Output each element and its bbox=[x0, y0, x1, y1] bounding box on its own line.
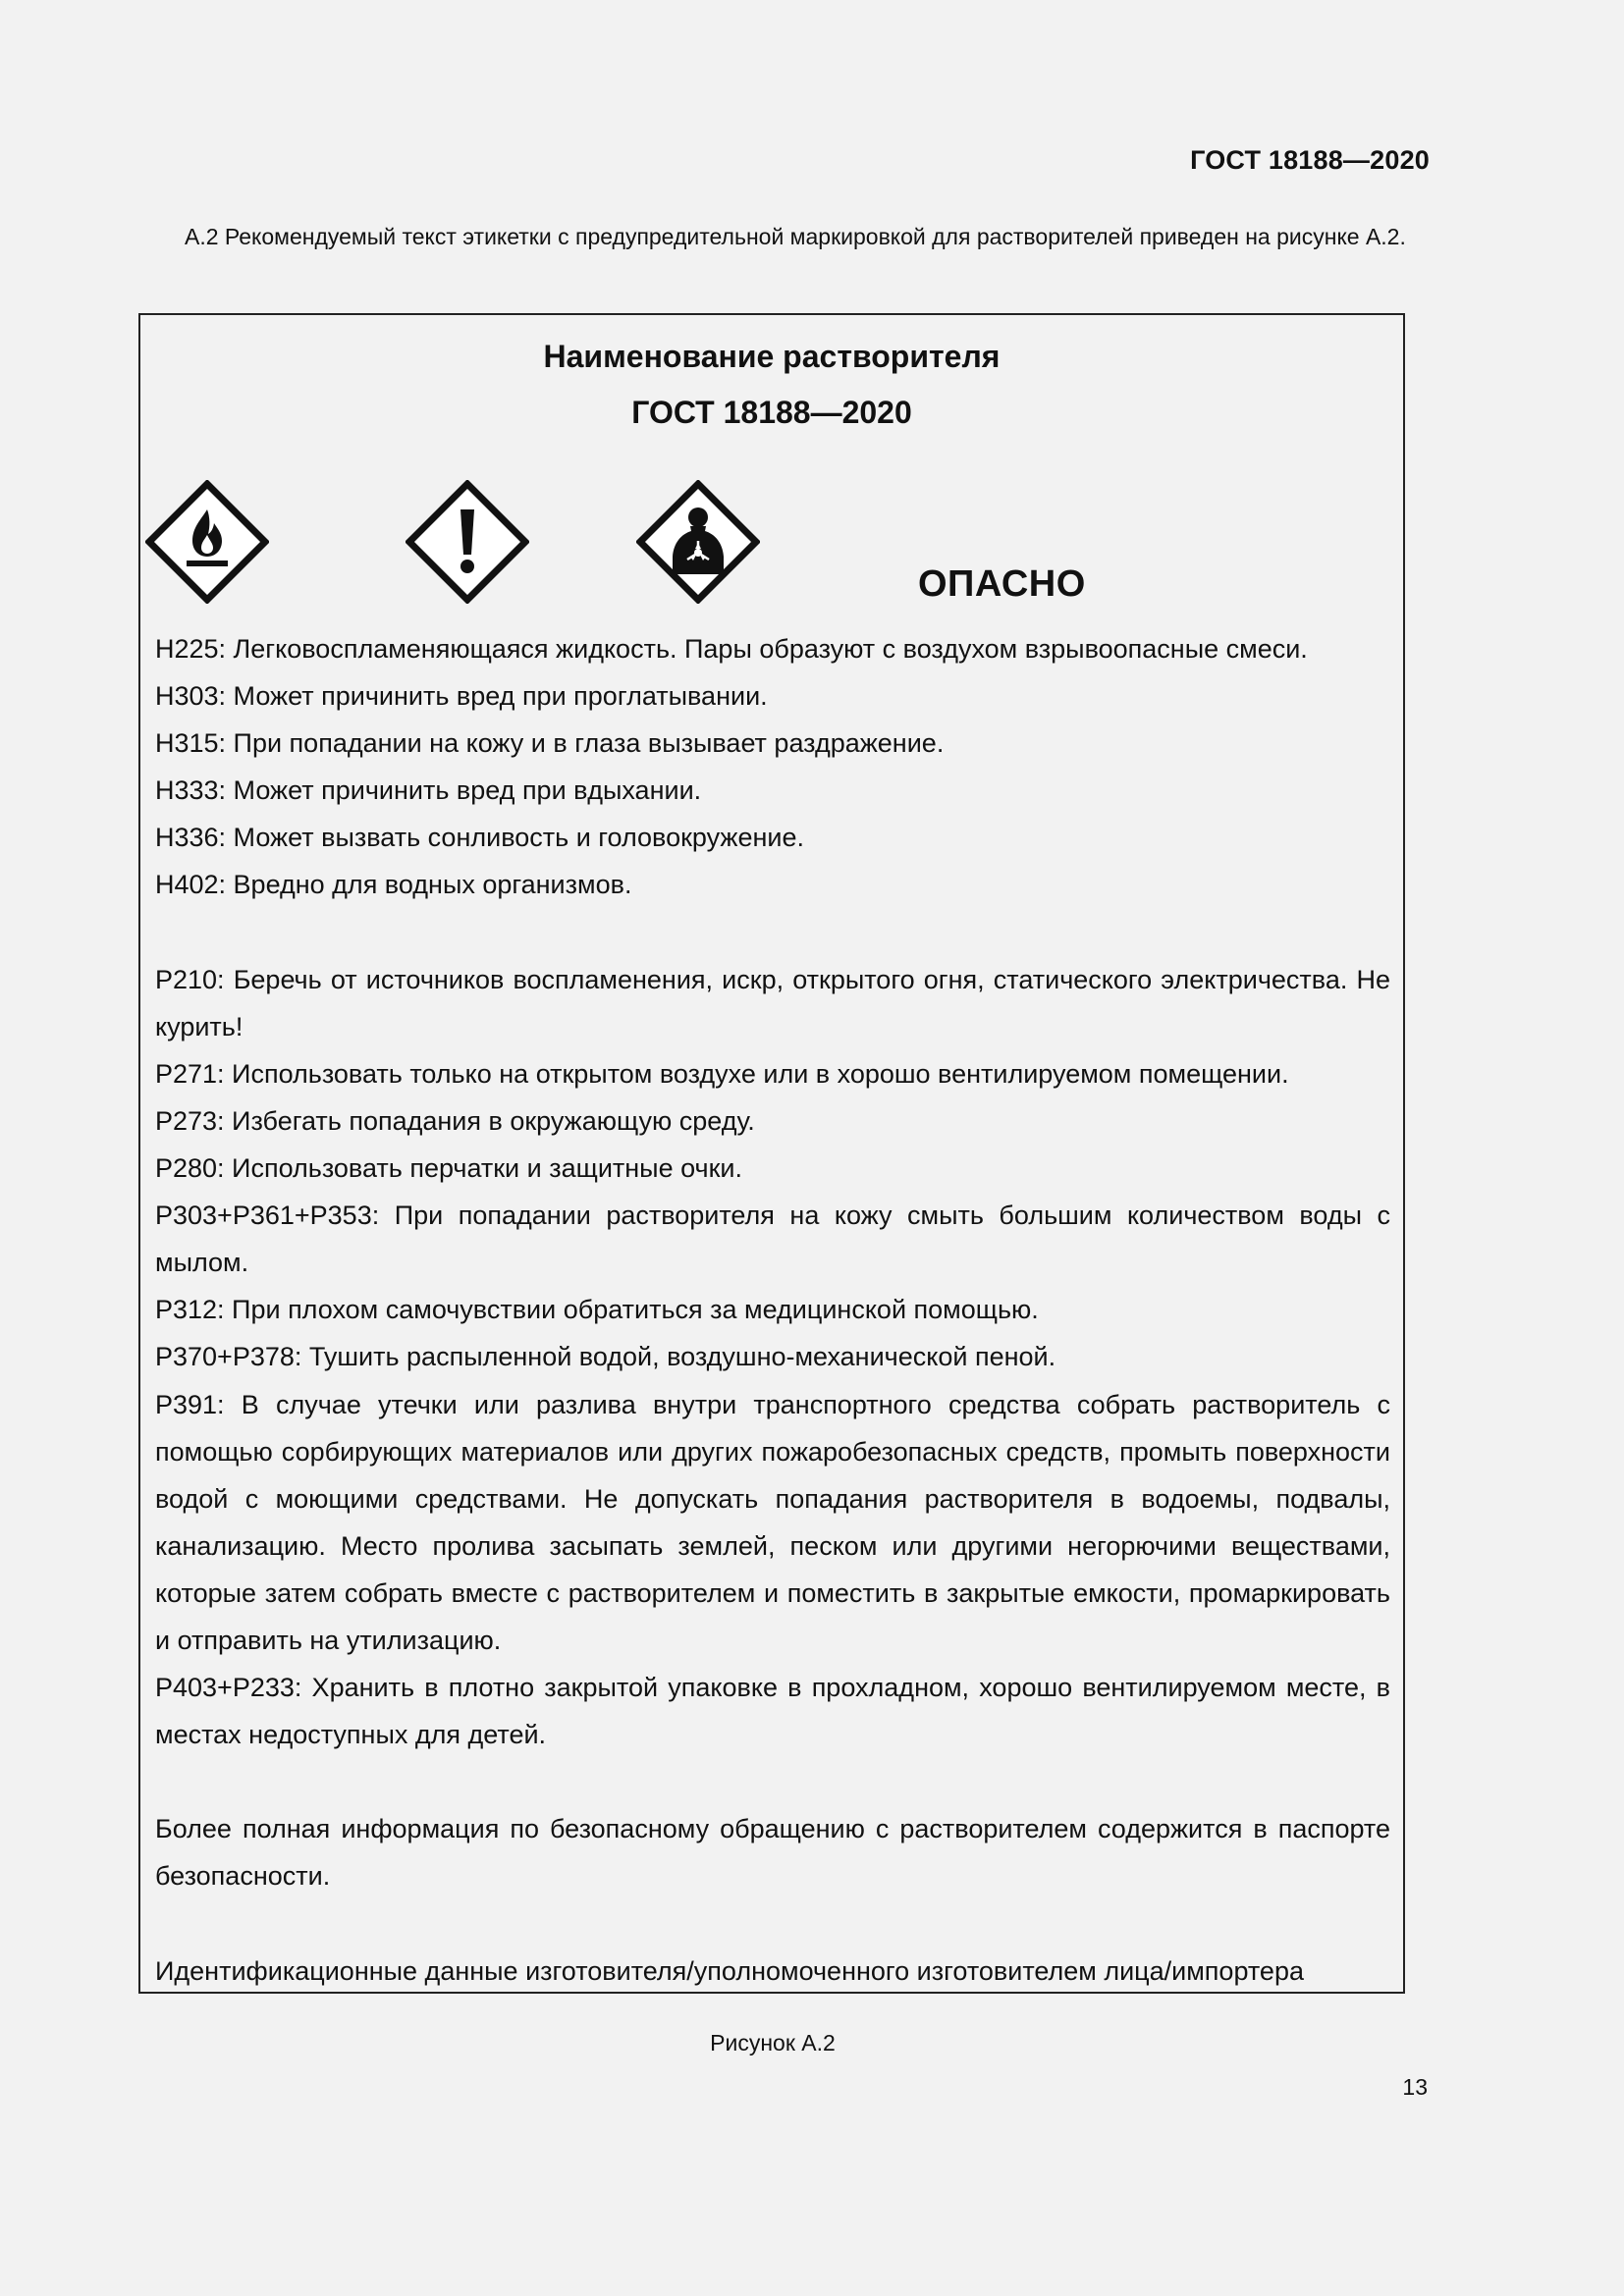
spacer bbox=[155, 1758, 1390, 1805]
precautionary-statement: Р280: Использовать перчатки и защитные очки. bbox=[155, 1153, 742, 1184]
precautionary-statement: Р271: Использовать только на открытом воздухе или в хорошо вентилируемом помещении. bbox=[155, 1058, 1289, 1089]
precautionary-statement: Р370+Р378: Тушить распыленной водой, воздушно-механической пеной. bbox=[155, 1342, 1056, 1372]
label-statements bbox=[155, 625, 1390, 1995]
label-title: Наименование растворителя bbox=[543, 339, 1001, 374]
safety-info: Более полная информация по безопасному обращению с растворителем содержится в паспорте безопасности. bbox=[155, 1814, 1390, 1892]
manufacturer-info: Идентификационные данные изготовителя/уполномоченного изготовителем лица/импортера bbox=[155, 1955, 1304, 1986]
exclamation-mark-icon bbox=[406, 480, 529, 604]
page-number: 13 bbox=[1402, 2074, 1428, 2100]
precautionary-statement: Р303+Р361+Р353: При попадании растворителя на кожу смыть большим количеством воды с мылом. bbox=[155, 1201, 1390, 1278]
precautionary-statement: Р391: В случае утечки или разлива внутри транспортного средства собрать растворитель с помощью сорбирующих материалов или других пожаробезопасных средств, промыть поверхности водой с моющими средствами. Не допускать попадания растворителя в водоемы, подвалы, канализацию. Место пролива засыпать землей, песком или другими негорючими веществами, которые затем собрать вместе с растворителем и поместить в закрытые емкости, промаркировать и отправить на утилизацию. bbox=[155, 1389, 1390, 1655]
signal-word: ОПАСНО bbox=[918, 563, 1086, 605]
intro-paragraph: А.2 Рекомендуемый текст этикетки с предупредительной маркировкой для растворителей приведен на рисунке А.2. bbox=[185, 224, 1406, 249]
health-hazard-icon bbox=[636, 480, 760, 604]
figure-caption: Рисунок А.2 bbox=[710, 2030, 836, 2056]
precautionary-statement: Р273: Избегать попадания в окружающую среду. bbox=[155, 1105, 755, 1136]
precautionary-statement: Р403+Р233: Хранить в плотно закрытой упаковке в прохладном, хорошо вентилируемом месте, в местах недоступных для детей. bbox=[155, 1673, 1390, 1750]
hazard-statement: Н303: Может причинить вред при проглатывании. bbox=[155, 681, 768, 712]
spacer bbox=[155, 1900, 1390, 1948]
hazard-statement: Н333: Может причинить вред при вдыхании. bbox=[155, 775, 702, 806]
label-subtitle: ГОСТ 18188—2020 bbox=[631, 395, 912, 430]
precautionary-statement: Р312: При плохом самочувствии обратиться за медицинской помощью. bbox=[155, 1295, 1039, 1325]
hazard-statement: Н336: Может вызвать сонливость и головокружение. bbox=[155, 823, 804, 853]
spacer bbox=[155, 909, 1390, 956]
label-frame bbox=[138, 313, 1405, 1994]
hazard-statement: Н315: При попадании на кожу и в глаза вызывает раздражение. bbox=[155, 728, 945, 759]
flame-icon bbox=[145, 480, 269, 604]
precautionary-statement: Р210: Беречь от источников воспламенения, искр, открытого огня, статического электричества. Не курить! bbox=[155, 964, 1390, 1041]
hazard-statement: Н225: Легковоспламеняющаяся жидкость. Пары образуют с воздухом взрывоопасные смеси. bbox=[155, 634, 1308, 664]
document-code-header: ГОСТ 18188—2020 bbox=[1190, 145, 1430, 175]
hazard-statement: Н402: Вредно для водных организмов. bbox=[155, 870, 632, 900]
